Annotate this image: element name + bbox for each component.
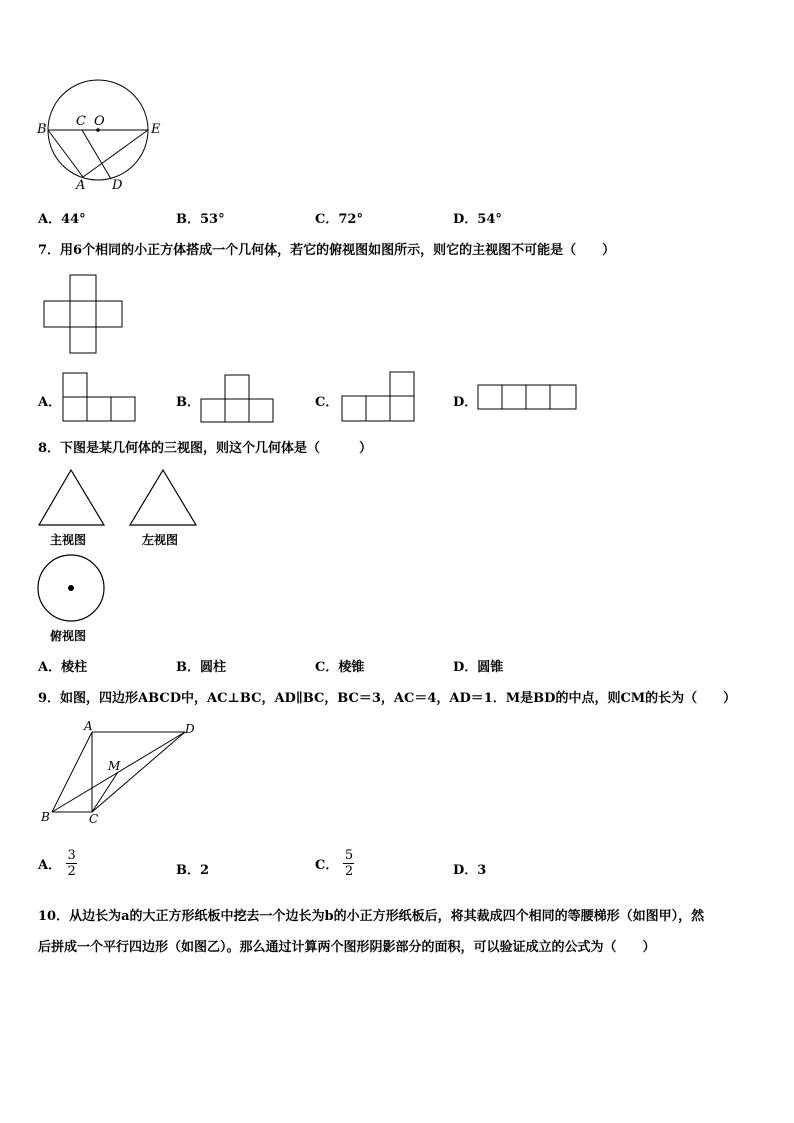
q6-option-c[interactable]: C．72°	[315, 212, 363, 227]
q9-option-a-denominator: 2	[67, 864, 76, 879]
q8-stem: 8．下图是某几何体的三视图，则这个几何体是（ ）	[38, 441, 373, 456]
q7-stem: 7．用6个相同的小正方体搭成一个几何体，若它的俯视图如图所示，则它的主视图不可能是（ ）	[38, 243, 616, 258]
q9-option-c-numerator: 5	[344, 848, 354, 863]
label-b: B	[37, 122, 47, 137]
q8-option-d[interactable]: D．圆锥	[453, 660, 504, 675]
q7-option-d[interactable]: D．	[453, 395, 478, 410]
label-d: D	[112, 178, 123, 193]
q8-option-c[interactable]: C．棱锥	[315, 660, 365, 675]
side-view-label: 左视图	[142, 533, 179, 547]
q9-label-m: M	[108, 759, 121, 773]
label-e: E	[151, 122, 161, 137]
q9-option-c-denominator: 2	[344, 864, 354, 879]
q9-label-a: A	[84, 719, 93, 733]
label-o: O	[94, 114, 105, 129]
q9-option-a-letter: A．	[38, 858, 62, 873]
q9-label-b: B	[41, 810, 50, 824]
q9-option-a-numerator: 3	[67, 848, 76, 863]
q9-option-b-value: 2	[200, 863, 210, 878]
q9-label-d: D	[185, 722, 195, 736]
q9-option-b-letter: B．	[176, 863, 200, 878]
q7-option-c[interactable]: C．	[315, 395, 339, 410]
q9-stem: 9．如图，四边形ABCD中，AC⊥BC，AD∥BC，BC＝3，AC＝4，AD＝1．M是BD的中点，则CM的长为（ ）	[38, 691, 737, 706]
q7-option-b[interactable]: B．	[176, 395, 200, 410]
q6-option-a[interactable]: A．44°	[38, 212, 86, 227]
q7-option-a[interactable]: A．	[38, 395, 62, 410]
label-a: A	[76, 178, 86, 193]
q9-label-c: C	[89, 812, 99, 826]
top-view-label: 俯视图	[50, 629, 87, 643]
q9-option-a[interactable]	[38, 848, 77, 879]
q9-option-d-letter: D．	[453, 863, 478, 878]
q6-option-d[interactable]: D．54°	[453, 212, 502, 227]
q8-option-a[interactable]: A．棱柱	[38, 660, 88, 675]
q9-option-c[interactable]	[315, 848, 354, 879]
q9-option-c-fraction	[343, 848, 354, 879]
q6-option-b[interactable]: B．53°	[176, 212, 225, 227]
label-c: C	[76, 114, 86, 129]
q9-option-d-value: 3	[477, 863, 487, 878]
q10-stem-line1: 10．从边长为a的大正方形纸板中挖去一个边长为b的小正方形纸板后，将其裁成四个相同的等腰梯形（如图甲），然	[38, 909, 705, 924]
front-view-label: 主视图	[50, 533, 87, 547]
q9-option-d[interactable]	[453, 859, 486, 878]
q9-option-c-letter: C．	[315, 858, 339, 873]
q9-option-a-fraction	[66, 848, 77, 879]
q10-stem-line2: 后拼成一个平行四边形（如图乙）。那么通过计算两个图形阴影部分的面积，可以验证成立的公式为（ ）	[38, 940, 656, 955]
q8-option-b[interactable]: B．圆柱	[176, 660, 226, 675]
q9-option-b[interactable]	[176, 859, 209, 878]
